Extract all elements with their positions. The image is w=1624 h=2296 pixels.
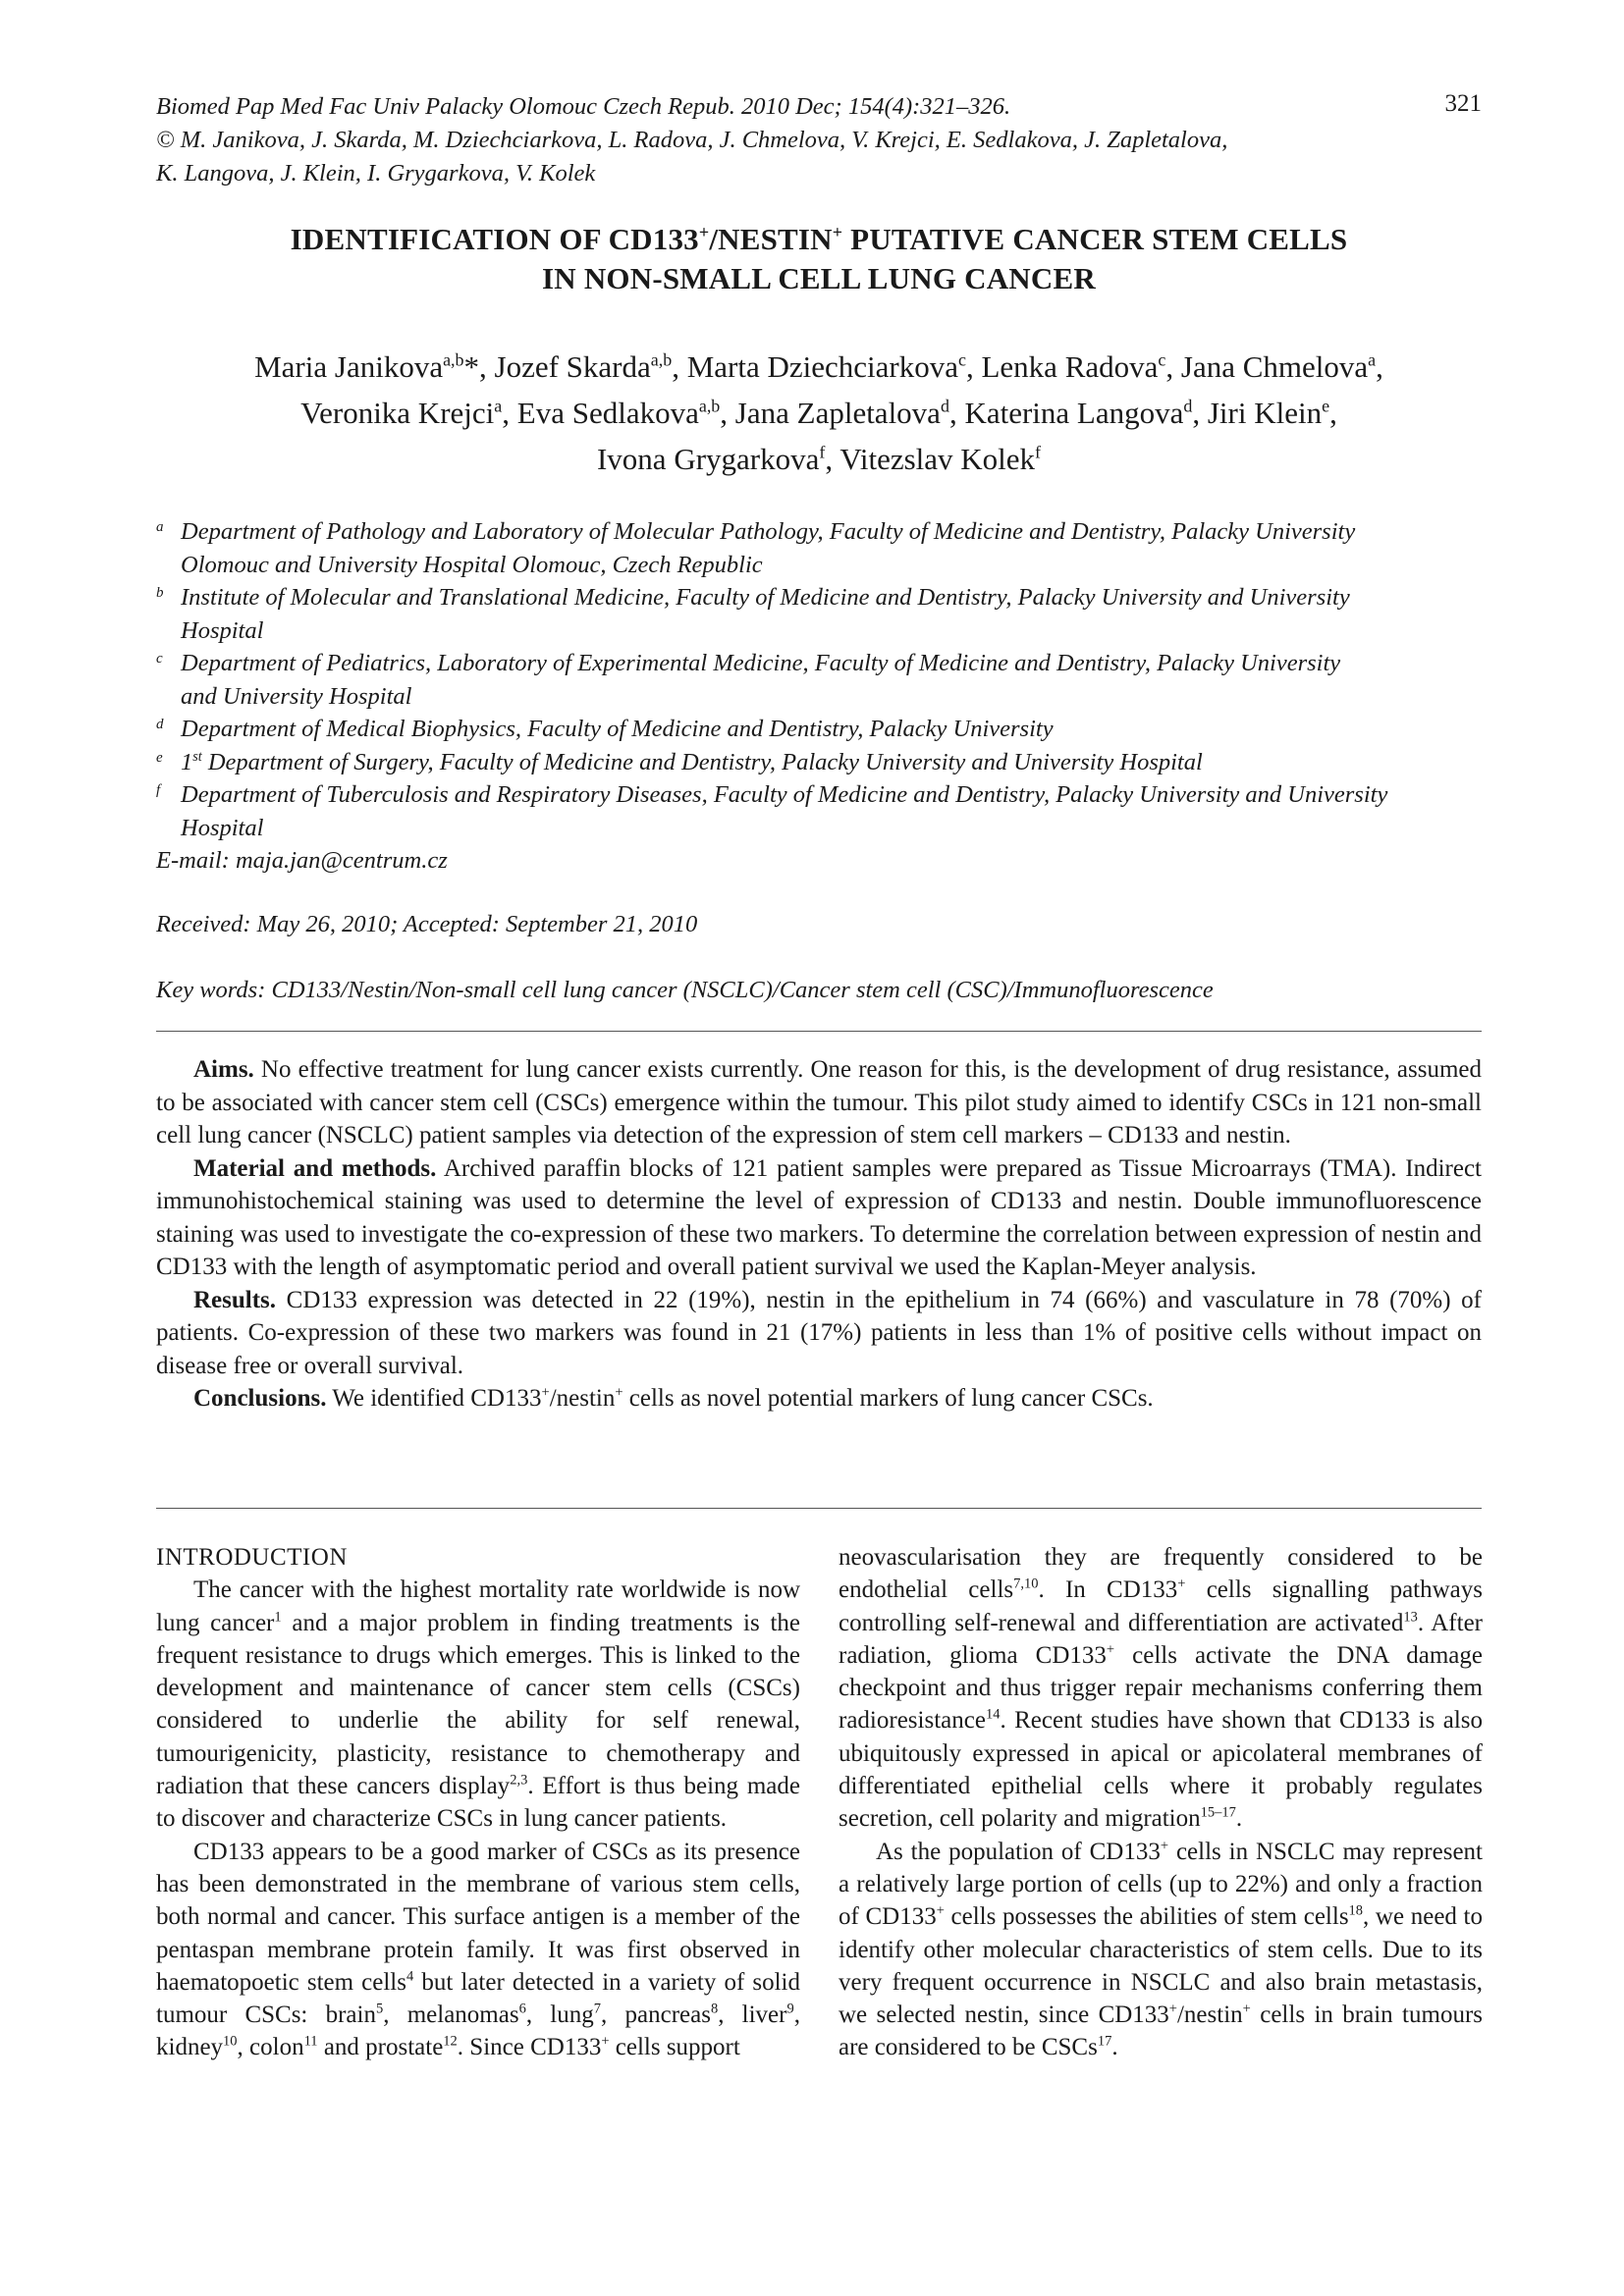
author-name: Lenka Radova [981,349,1159,384]
citation-superscript: + [1177,1575,1186,1592]
citation-superscript: 11 [303,2034,318,2051]
title-line-2: IN NON-SMALL CELL LUNG CANCER [542,261,1096,295]
citation-superscript: 7 [593,2001,602,2017]
author-affiliation-mark: c [958,349,966,370]
citation-superscript: 7,10 [1013,1575,1039,1592]
email-address: E-mail: maja.jan@centrum.cz [156,847,448,874]
abstract-results: Results. CD133 expression was detected in 22 (19%), nestin in the epithelium in 74 (66%) and vasculature in 78 (70%) of patients. Co-expression of these two markers was found in 21 (17%) patients in less than 1% of positive cells without impact on disease free or overall survival. [156,1286,1482,1379]
author-affiliation-mark: d [1183,396,1193,416]
abstract-methods: Material and methods. Archived paraffin blocks of 121 patient samples were prepared as Tissue Microarrays (TMA). Indirect immunohistochemical staining was used to determine the level of expression of CD133 and nestin. Double immunofluorescence staining was used to investigate the co-expression of these two markers. To determine the correlation between expression of nestin and CD133 with the length of asymptomatic period and overall patient survival we used the Kaplan-Meyer analysis. [156,1154,1482,1280]
abstract-aims: Aims. No effective treatment for lung cancer exists currently. One reason for this, is the development of drug resistance, assumed to be associated with cancer stem cell (CSCs) emergence within the tumour. This pilot study aimed to identify CSCs in 121 non-small cell lung cancer (NSCLC) patient samples via detection of the expression of stem cell markers – CD133 and nestin. [156,1056,1482,1148]
citation-superscript: 6 [518,2001,526,2017]
body-paragraph: As the population of CD133+ cells in NSCLC may represent a relatively large portion of cells (up to 22%) and only a fraction of CD133+ cells possesses the abilities of stem cells$^{18}$, we need to identify other molecular characteristics of stem cells. Due to its very frequent occurrence in NSCLC and also brain metastasis, we selected nestin, since CD133+/nestin+ cells in brain tumours are considered to be CSCs$^{17}$. [839,1838,1483,2061]
body-paragraph: CD133 appears to be a good marker of CSCs as its presence has been demonstrated in the membrane of various stem cells, both normal and cancer. This surface antigen is a member of the pentaspan membrane protein family. It was first observed in haematopoetic stem cells$^4$ but later detected in a variety of solid tumour CSCs: brain$^5$, melanomas$^6$, lung$^7$, pancreas$^8$, liver$^9$, kidney$^{10}$, colon$^{11}$ and prostate$^{12}$. Since CD133+ cells support [156,1838,801,2061]
citation-superscript: + [1106,1641,1115,1658]
citation-superscript: 17 [1097,2034,1112,2051]
citation-line: Biomed Pap Med Fac Univ Palacky Olomouc Czech Repub. 2010 Dec; 154(4):321–326. [156,93,1011,120]
affiliation-mark: b [156,585,164,601]
author-name: Jozef Skarda [494,349,651,384]
affiliation-mark: c [156,651,163,667]
affiliation-line: and University Hospital [181,682,412,710]
affiliation-line: Olomouc and University Hospital Olomouc, Czech Republic [181,551,763,578]
affiliation-line: Hospital [181,814,264,841]
copyright-line-1: © M. Janikova, J. Skarda, M. Dziechciarkova, L. Radova, J. Chmelova, V. Krejci, E. Sedlakova, J. Zapletalova, [156,127,1228,153]
copyright-line-2: K. Langova, J. Klein, I. Grygarkova, V. Kolek [156,160,596,187]
author-line: Veronika Krejci$^a$, Eva Sedlakova$^{a,b}$, Jana Zapletalova$^d$, Katerina Langova$^d$, Jiri Klein$^e$, [300,396,1337,430]
citation-superscript: 12 [443,2034,458,2051]
affiliation-mark: a [156,519,164,535]
author-name: Ivona Grygarkova [596,442,820,476]
body-paragraph: neovascularisation they are frequently considered to be endothelial cells$^{7,10}$. In CD133+ cells signalling pathways controlling self-renewal and differentiation are activated$^{13}$. After radiation, glioma CD133+ cells activate the DNA damage checkpoint and thus trigger repair mechanisms conferring them radioresistance$^{14}$. Recent studies have shown that CD133 is also ubiquitously expressed in apical or apicolateral membranes of differentiated epithelial cells where it probably regulates secretion, cell polarity and migration$^{15-17}$. [839,1544,1484,1833]
affiliation-item [156,746,1482,779]
abstract [156,1053,1482,1415]
citation-superscript: 4 [406,1968,414,1985]
citation-superscript: + [936,1902,945,1919]
author-name: Jana Zapletalova [734,396,941,430]
author-affiliation-mark: a,b [443,349,464,370]
author-line: Maria Janikova$^{a,b}$*, Jozef Skarda$^{a,b}$, Marta Dziechciarkova$^c$, Lenka Radova$^c$, Jana Chmelova$^a$, [254,349,1383,384]
affiliation-item [156,713,1482,746]
section-heading: INTRODUCTION [156,1544,348,1571]
citation-superscript: 8 [710,2001,719,2017]
author-affiliation-mark: a [1368,349,1377,370]
citation-superscript: 14 [985,1707,1001,1724]
author-name: Eva Sedlakova [516,396,699,430]
author-affiliation-mark: e [1322,396,1330,416]
citation-superscript: + [1160,1838,1169,1854]
citation-superscript: 18 [1348,1902,1364,1919]
author-list [156,344,1482,482]
abstract-conclusions: Conclusions. We identified CD133+/nestin+ cells as novel potential markers of lung cancer CSCs. [193,1384,1154,1412]
affiliation-line: 1st Department of Surgery, Faculty of Medicine and Dentistry, Palacky University and University Hospital [181,748,1203,775]
author-name: Vitezslav Kolek [839,442,1036,476]
citation-superscript: 5 [375,2001,384,2017]
author-affiliation-mark: d [940,396,949,416]
author-line: Ivona Grygarkova$^f$, Vitezslav Kolek$^f$ [596,442,1042,476]
author-name: Jiri Klein [1207,396,1323,430]
citation-superscript: + [601,2034,610,2051]
affiliation-line: Hospital [181,616,264,644]
affiliation-mark: f [156,782,161,798]
affiliation-line: Department of Tuberculosis and Respiratory Diseases, Faculty of Medicine and Dentistry, Palacky University and University [181,781,1388,808]
author-name: Marta Dziechciarkova [686,349,958,384]
affiliation-line: Department of Pediatrics, Laboratory of Experimental Medicine, Faculty of Medicine and Dentistry, Palacky University [181,650,1341,676]
author-affiliation-mark: c [1158,349,1166,370]
citation-superscript: 10 [223,2034,238,2051]
citation-superscript: 1 [274,1609,282,1626]
divider-top [156,1031,1482,1032]
received-dates: Received: May 26, 2010; Accepted: September 21, 2010 [156,911,698,937]
author-name: Katerina Langova [964,396,1184,430]
citation-superscript: 2,3 [510,1772,528,1789]
affiliation-item [156,778,1482,844]
author-name: Maria Janikova [254,349,444,384]
affiliation-item [156,515,1482,581]
divider-bottom [156,1508,1482,1509]
author-affiliation-mark: a [494,396,503,416]
running-header [156,90,1482,190]
citation-superscript: + [1168,2001,1177,2017]
affiliation-mark: d [156,717,164,732]
citation-superscript: 9 [786,2001,794,2017]
affiliation-item [156,647,1482,713]
citation-superscript: + [1242,2001,1251,2017]
affiliation-line: Department of Pathology and Laboratory of Molecular Pathology, Faculty of Medicine and Dentistry, Palacky University [181,518,1356,545]
affiliation-line: Institute of Molecular and Translational Medicine, Faculty of Medicine and Dentistry, Palacky University and University [181,584,1350,611]
author-affiliation-mark: a,b [650,349,673,370]
author-affiliation-mark: a,b [698,396,721,416]
article-title [156,220,1482,298]
citation-superscript: 13 [1403,1609,1418,1626]
body-column-left [156,1541,800,2064]
author-affiliation-mark: f [819,442,826,462]
keywords: Key words: CD133/Nestin/Non-small cell lung cancer (NSCLC)/Cancer stem cell (CSC)/Immunofluorescence [156,977,1214,1003]
author-name: Jana Chmelova [1180,349,1369,384]
page-number: 321 [1444,90,1482,117]
affiliation-item [156,581,1482,647]
author-affiliation-mark: f [1035,442,1042,462]
body-column-right [839,1541,1483,2064]
author-name: Veronika Krejci [300,396,495,430]
body-paragraph: The cancer with the highest mortality rate worldwide is now lung cancer$^1$ and a major problem in finding treatments is the frequent resistance to drugs which emerges. This is linked to the development and maintenance of cancer stem cells (CSCs) considered to underlie the ability for self renewal, tumourigenicity, plasticity, resistance to chemotherapy and radiation that these cancers display$^{2,3}$. Effort is thus being made to discover and characterize CSCs in lung cancer patients. [156,1576,801,1833]
citation-superscript: 15–17 [1200,1805,1236,1822]
title-line-1: IDENTIFICATION OF CD133+/NESTIN+ PUTATIVE CANCER STEM CELLS [290,222,1348,256]
affiliations [156,515,1482,878]
affiliation-mark: e [156,749,163,766]
affiliation-line: Department of Medical Biophysics, Faculty of Medicine and Dentistry, Palacky University [181,716,1054,742]
